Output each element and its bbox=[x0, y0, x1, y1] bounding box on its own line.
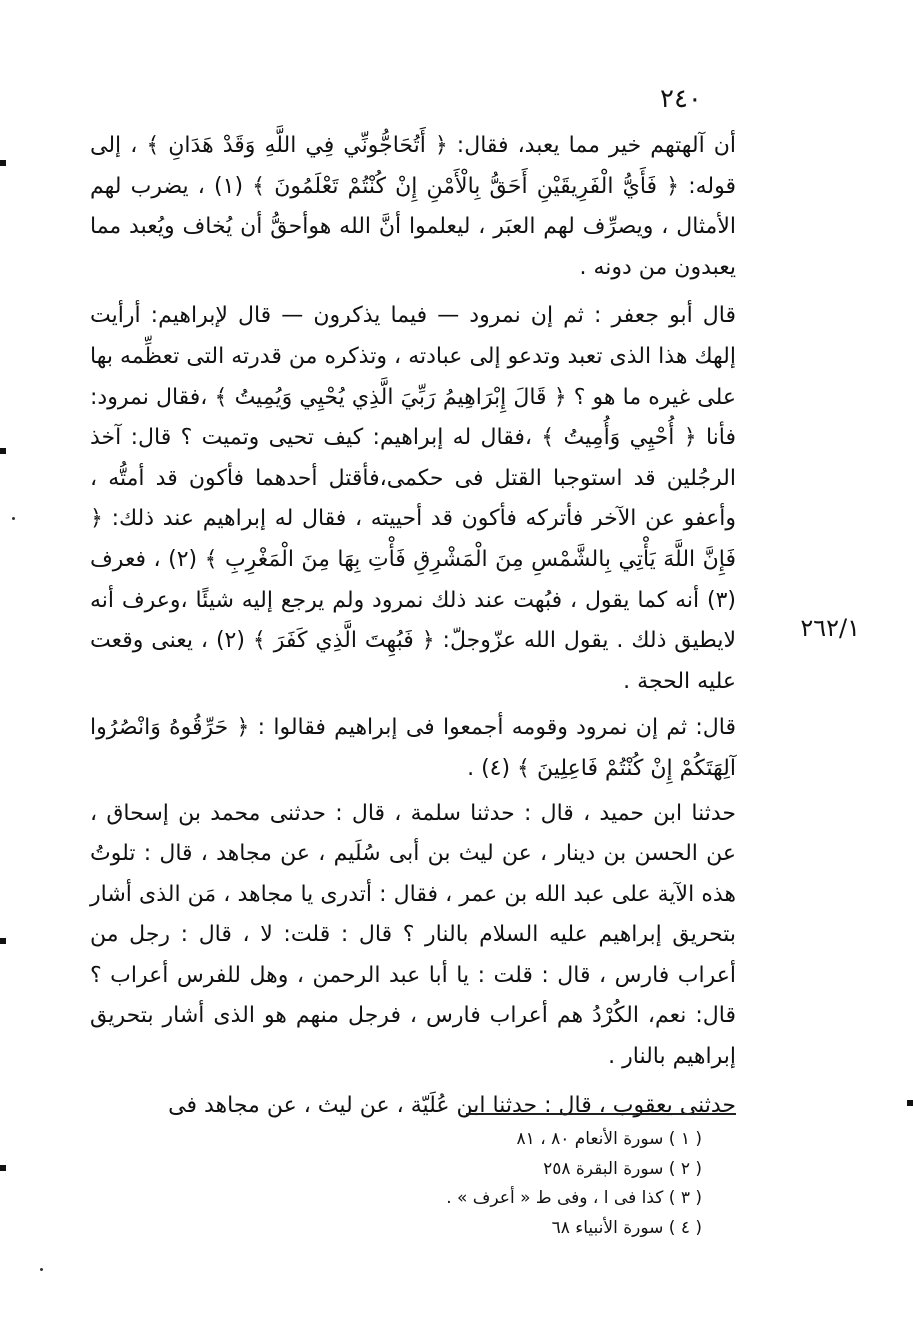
scan-edge-mark bbox=[0, 448, 6, 454]
scan-edge-mark bbox=[907, 1100, 913, 1106]
paragraph-3: قال: ثم إن نمرود وقومه أجمعوا فى إبراهيم فقالوا : ﴿ حَرِّقُوهُ وَانْصُرُوا آلِهَتَكُمْ إِنْ كُنْتُمْ فَاعِلِينَ ﴾ (٤) . bbox=[90, 715, 736, 781]
scan-speck bbox=[12, 517, 15, 520]
scan-edge-mark bbox=[0, 938, 6, 944]
scan-speck bbox=[40, 1268, 43, 1271]
body-text bbox=[90, 126, 736, 1126]
footnote-rule bbox=[466, 1113, 736, 1115]
paragraph-4: حدثنا ابن حميد ، قال : حدثنا سلمة ، قال : حدثنى محمد بن إسحاق ، عن الحسن بن دينار ، عن ليث بن أبى سُلَيم ، عن مجاهد ، قال : تلوتُ هذه الآية على عبد الله بن عمر ، فقال : أتدرى يا مجاهد ، مَن الذى أشار بتحريق إبراهيم عليه السلام بالنار ؟ قال : قلت: لا ، قال : رجل من أعراب فارس ، قال : قلت : يا أبا عبد الرحمن ، وهل للفرس أعراب ؟ قال: نعم، الكُرْدُ هم أعراب فارس ، فرجل منهم هو الذى أشار بتحريق إبراهيم بالنار . bbox=[90, 800, 736, 1070]
scan-edge-mark bbox=[0, 160, 6, 166]
footnote-4: ( ٤ ) سورة الأنبياء ٦٨ bbox=[551, 1217, 702, 1238]
footnotes-list bbox=[430, 1125, 702, 1243]
scan-edge-mark bbox=[0, 1165, 6, 1171]
paragraph-1: أن آلهتهم خير مما يعبد، فقال: ﴿ أَتُحَاجُّونِّي فِي اللَّهِ وَقَدْ هَدَانِ ﴾ ، إلى قوله: ﴿ فَأَيُّ الْفَرِيقَيْنِ أَحَقُّ بِالْأَمْنِ إِنْ كُنْتُمْ تَعْلَمُونَ ﴾ (١) ، يضرب لهم الأمثال ، ويصرِّف لهم العبَر ، ليعلموا أنَّ الله هوأحقُّ أن يُخاف ويُعبد مما يعبدون من دونه . bbox=[90, 133, 736, 280]
footnote-3: ( ٣ ) كذا فى ا ، وفى ط « أعرف » . bbox=[446, 1188, 702, 1208]
footnote-2: ( ٢ ) سورة البقرة ٢٥٨ bbox=[543, 1158, 702, 1179]
footnote-1: ( ١ ) سورة الأنعام ٨٠ ، ٨١ bbox=[516, 1129, 702, 1149]
paragraph-5: حدثنى يعقوب ، قال : حدثنا ابن عُلَيّة ، عن ليث ، عن مجاهد فى bbox=[168, 1092, 736, 1118]
margin-reference: ٢٦٢/١ bbox=[800, 614, 860, 642]
paragraph-2: قال أبو جعفر : ثم إن نمرود — فيما يذكرون — قال لإبراهيم: أرأيت إلهك هذا الذى تعبد وتدعو إلى عبادته ، وتذكره من قدرته التى تعظِّمه بها على غيره ما هو ؟ ﴿ قَالَ إِبْرَاهِيمُ رَبِّيَ الَّذِي يُحْيِي وَيُمِيتُ ﴾ ،فقال نمرود: فأنا ﴿ أُحْيِي وَأُمِيتُ ﴾ ،فقال له إبراهيم: كيف تحيى وتميت ؟ قال: آخذ الرجُلين قد استوجبا القتل فى حكمى،فأقتل أحدهما فأكون قد أمتُّه ، وأعفو عن الآخر فأتركه فأكون قد أحييته ، فقال له إبراهيم عند ذلك: ﴿ فَإِنَّ اللَّهَ يَأْتِي بِالشَّمْسِ مِنَ الْمَشْرِقِ فَأْتِ بِهَا مِنَ الْمَغْرِبِ ﴾ (٢) ، فعرف (٣) أنه كما يقول ، فبُهت عند ذلك نمرود ولم يرجع إليه شيئًا ،وعرف أنه لايطيق ذلك . يقول الله عزّوجلّ: ﴿ فَبُهِتَ الَّذِي كَفَرَ ﴾ (٢) ، يعنى وقعت عليه الحجة . bbox=[90, 303, 736, 694]
page-number: ٢٤٠ bbox=[660, 84, 702, 114]
